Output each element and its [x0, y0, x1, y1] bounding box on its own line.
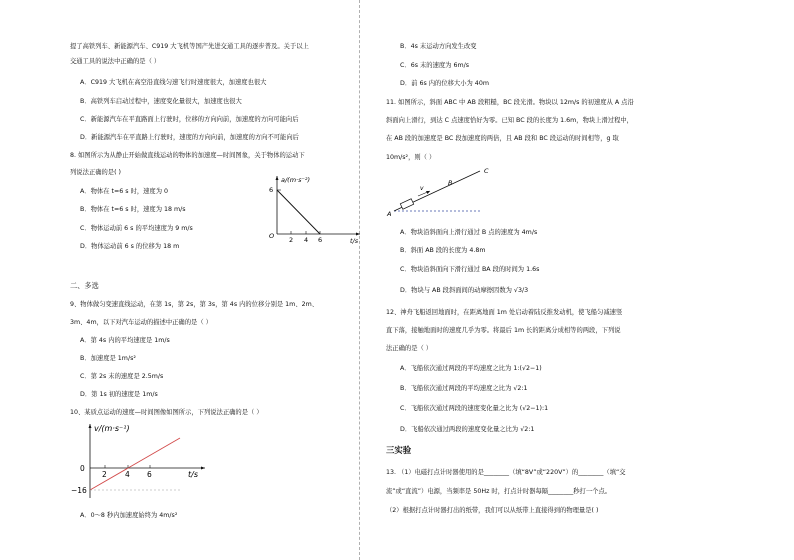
q10-line	[90, 438, 180, 490]
q11-stem-line-3: 在 AB 段的加速度是 BC 段加速度的两倍，且 AB 段和 BC 段运动的时间相等，g 取	[386, 135, 619, 142]
q7-option-c: C．新能源汽车在平直路面上行驶时，位移的方向向前，加速度的方向可能向后	[80, 116, 299, 123]
q12-option-b: B．飞船依次通过两段的平均速度之比为 √2:1	[400, 385, 528, 392]
q11-label-v: v	[420, 185, 424, 192]
q8-y-label: a/(m·s⁻²)	[281, 176, 311, 184]
q11-block	[400, 199, 413, 210]
q8-option-b: B．物体在 t=6 s 时，速度为 18 m/s	[80, 206, 186, 213]
q10-option-d: D．前 6s 内的位移大小为 40m	[400, 80, 489, 87]
q8-option-d: D．物体运动前 6 s 的位移为 18 m	[80, 243, 180, 250]
q8-stem-line-1: 8. 如图所示为从静止开始做直线运动的物体的加速度—时间图象，关于物体的运动下	[70, 152, 305, 159]
q10-option-c: C．6s 末的速度为 6m/s	[400, 62, 470, 69]
q11-stem-line-4: 10m/s²，则（ ）	[386, 154, 436, 161]
q10-neg-tick: −16	[71, 486, 87, 495]
q10-x-tick-4: 4	[125, 470, 130, 479]
q10-x-tick-2: 2	[102, 470, 107, 479]
q9-stem-line-1: 9、物体做匀变速直线运动，在第 1s，第 2s，第 3s，第 4s 内的位移分别是 1m、2m、	[70, 301, 319, 308]
q10-velocity-time-graph	[70, 420, 230, 505]
q7-intro-line-2: 交通工具的说法中正确的是（ ）	[70, 58, 161, 65]
section-3-heading: 三实验	[386, 445, 412, 455]
q8-stem-line-2: 列说法正确的是( )	[70, 169, 121, 176]
q10-option-a: A．0～8 秒内加速度始终为 4m/s²	[80, 512, 178, 519]
q11-label-b: B	[448, 179, 453, 187]
q13-line-1: 13. （1）电磁打点计时器使用的是________（填“8V”或“220V”）的________（填“交	[386, 469, 626, 476]
q8-acceleration-time-graph	[265, 172, 375, 247]
column-divider	[359, 0, 360, 560]
q10-y-label: v/(m·s⁻¹)	[94, 424, 130, 433]
q7-intro-line-1: 提了高铁列车、新能源汽车、C919 大飞机等国产先进交通工具的逐步普及。关于以上	[70, 43, 309, 50]
q10-zero: 0	[80, 464, 85, 473]
q10-x-label: t/s	[188, 470, 198, 479]
q11-stem-line-2: 斜面向上滑行，到达 C 点速度恰好为零。已知 BC 段的长度为 1.6m，物块上滑过程中，	[386, 117, 633, 124]
q11-option-d: D．物块与 AB 段斜面间的动摩擦因数为 √3/3	[400, 287, 529, 294]
q10-stem: 10、某质点运动的速度—时间图像如图所示，下列说法正确的是（ ）	[70, 409, 263, 416]
q12-option-a: A．飞船依次通过两段的平均速度之比为 1:(√2−1)	[400, 365, 542, 372]
q8-origin: O	[269, 232, 275, 240]
q8-y-arrow	[276, 176, 279, 180]
q8-option-a: A．物体在 t=6 s 时，速度为 0	[80, 188, 169, 195]
q8-x-tick-6: 6	[318, 236, 323, 244]
q10-option-b: B．4s 末运动方向发生改变	[400, 43, 477, 50]
q12-option-d: D．飞船依次通过两段的速度变化量之比为 √2:1	[400, 426, 535, 433]
q8-x-tick-4: 4	[304, 236, 309, 244]
q8-line	[277, 190, 320, 234]
q12-stem-line-1: 12、神舟飞船返回地面时，在距离地面 1m 处启动着陆反推发动机，使飞船匀减速竖	[386, 309, 623, 316]
q13-line-2: 流”或“直流”）电源，当频率是 50Hz 时，打点计时器每隔________秒打一个点。	[386, 488, 612, 495]
section-2-heading: 二、多选	[70, 281, 99, 290]
q8-x-arrow	[356, 233, 360, 236]
q10-x-tick-6: 6	[147, 470, 152, 479]
q11-stem-line-1: 11. 如图所示，斜面 ABC 中 AB 段粗糙，BC 段光滑。物块以 12m/s 的初速度从 A 点沿	[386, 99, 634, 106]
q11-option-b: B．斜面 AB 段的长度为 4.8m	[400, 247, 486, 254]
q11-label-a: A	[387, 210, 392, 218]
q9-option-c: C．第 2s 末的速度是 2.5m/s	[80, 373, 164, 380]
q8-x-tick-2: 2	[289, 236, 294, 244]
q9-option-b: B．加速度是 1m/s²	[80, 355, 136, 362]
q7-option-d: D．新能源汽车在平直路上行驶时，速度的方向向前，加速度的方向不可能向后	[80, 134, 299, 141]
q12-stem-line-3: 法正确的是（ ）	[386, 345, 433, 352]
q8-x-label: t/s	[350, 237, 359, 245]
q12-stem-line-2: 直下落，接触地面时的速度几乎为零。将最后 1m 长的距离分成相等的两段，下列说	[386, 327, 621, 334]
q11-option-c: C．物块沿斜面向下滑行通过 BA 段的时间为 1.6s	[400, 266, 540, 273]
q12-option-c: C．飞船依次通过两段的速度变化量之比为 (√2−1):1	[400, 405, 549, 412]
q11-label-c: C	[484, 167, 489, 175]
q13-line-3: （2）根据打点计时器打出的纸带，我们可以从纸带上直接得到的物理量是( )	[386, 507, 599, 514]
q9-option-d: D．第 1s 初的速度是 1m/s	[80, 391, 158, 398]
q9-option-a: A．第 4s 内的平均速度是 1m/s	[80, 337, 170, 344]
q9-stem-line-2: 3m、4m，以下对汽车运动的描述中正确的是（ ）	[70, 319, 212, 326]
q8-option-c: C．物体运动前 6 s 的平均速度为 9 m/s	[80, 225, 193, 232]
q7-option-b: B．高铁列车启动过程中，速度变化量很大，加速度也很大	[80, 98, 242, 105]
q7-option-a: A．C919 大飞机在高空沿直线匀速飞行时速度很大，加速度也很大	[80, 79, 267, 86]
q10-x-arrow	[201, 467, 205, 470]
q8-y-tick: 6	[269, 186, 274, 194]
q10-y-arrow	[89, 424, 92, 428]
q11-incline-diagram	[384, 165, 504, 221]
q11-option-a: A．物块沿斜面向上滑行通过 B 点的速度为 4m/s	[400, 229, 538, 236]
